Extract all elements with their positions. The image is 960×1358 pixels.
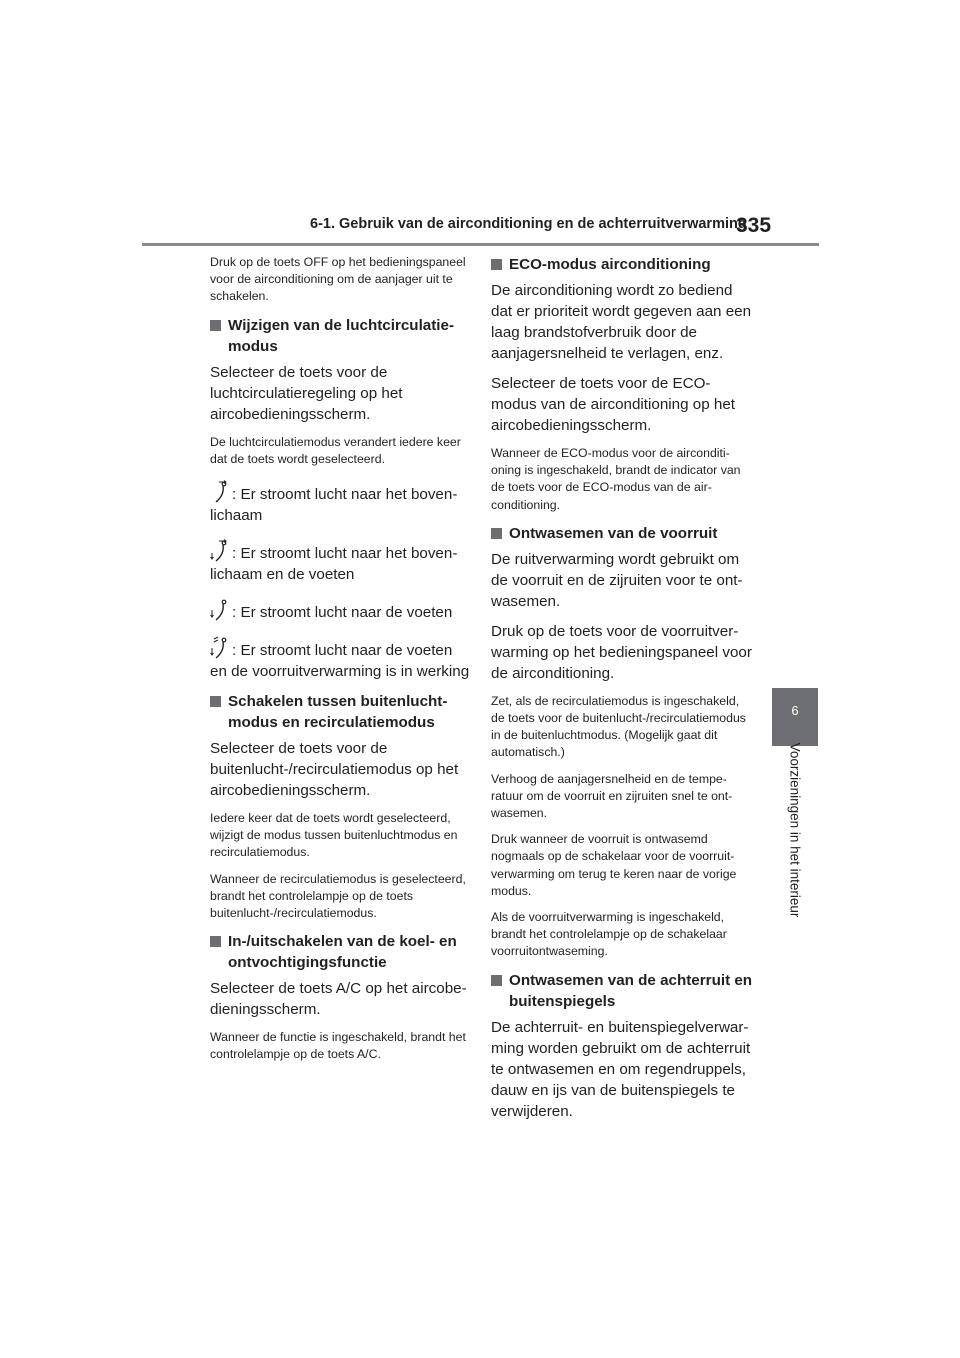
section-heading-outside-air xyxy=(210,691,472,733)
eco-body: De airconditioning wordt zo bediend dat er prioriteit wordt gegeven aan een laag brandstofverbruik door de aanjagersnelheid te verlagen, enz. xyxy=(491,282,752,362)
heading-text: In-/uitschakelen van de koel- en ontvochtigingsfunctie xyxy=(228,933,457,972)
section-heading-windshield xyxy=(491,523,753,544)
eco-note: Wanneer de ECO-modus voor de airconditioning is ingeschakeld, brandt de indicator van de toets voor de ECO-modus van de airconditioning. xyxy=(491,446,741,512)
eco-body: Selecteer de toets voor de ECO-modus van de airconditioning op het aircobedieningsscherm. xyxy=(491,375,736,434)
airflow-mode-item xyxy=(210,636,472,682)
section-title: 6-1. Gebruik van de airconditioning en de achterruitverwarming xyxy=(310,216,747,232)
right-column xyxy=(491,254,753,1131)
airflow-face-feet-icon xyxy=(210,539,230,563)
heading-text: Schakelen tussen buitenluchtmodus en recirculatiemodus xyxy=(228,693,448,732)
airflow-face-icon xyxy=(210,480,230,504)
chapter-number: 6 xyxy=(791,703,799,718)
airflow-feet-icon xyxy=(210,598,230,622)
header-rule xyxy=(142,243,819,246)
windshield-note: Verhoog de aanjagersnelheid en de temperatuur om de voorruit en zijruiten snel te ontwasemen. xyxy=(491,771,733,821)
outside-air-body: Selecteer de toets voor de buitenlucht-/recirculatiemodus op het aircobedieningsscherm. xyxy=(210,740,459,800)
section-heading-cooling xyxy=(210,931,472,973)
heading-bullet-icon xyxy=(210,320,221,331)
heading-bullet-icon xyxy=(491,259,502,270)
airflow-mode-item xyxy=(210,598,472,623)
airflow-mode-text: : Er stroomt lucht naar het bovenlichaam xyxy=(210,486,458,525)
heading-text: Ontwasemen van de achterruit en buitenspiegels xyxy=(509,971,753,1010)
airflow-mode-text: : Er stroomt lucht naar de voeten en de voorruitverwarming is in werking xyxy=(210,642,470,681)
section-heading-recirculation xyxy=(210,315,472,357)
page-number: 335 xyxy=(736,214,772,237)
heading-bullet-icon xyxy=(210,696,221,707)
windshield-note: Zet, als de recirculatiemodus is ingeschakeld, de toets voor de buitenlucht-/recirculatiemodus in de buitenluchtmodus. (Mogelijk gaat dit automatisch.) xyxy=(491,693,746,760)
heading-text: ECO-modus airconditioning xyxy=(509,256,711,273)
airflow-mode-item xyxy=(210,480,472,526)
airflow-mode-text: : Er stroomt lucht naar de voeten xyxy=(232,604,453,622)
windshield-note: Druk wanneer de voorruit is ontwasemd nogmaals op de schakelaar voor de voorruitverwarming om terug te keren naar de vorige modus. xyxy=(491,832,737,898)
recirculation-body: Selecteer de toets voor de luchtcirculatieregeling op het aircobedieningsscherm. xyxy=(210,363,403,423)
airflow-mode-text: : Er stroomt lucht naar het bovenlichaam en de voeten xyxy=(210,545,458,584)
heading-bullet-icon xyxy=(210,936,221,947)
chapter-title: Voorzieningen in het interieur xyxy=(787,742,803,918)
heading-bullet-icon xyxy=(491,528,502,539)
heading-text: Wijzigen van de luchtcirculatiemodus xyxy=(228,316,455,355)
cooling-note: Wanneer de functie is ingeschakeld, brandt het controlelampje op de toets A/C. xyxy=(210,1030,466,1062)
rear-body: De achterruit- en buitenspiegelverwarming worden gebruikt om de achterruit te ontwasemen en om regendruppels, dauw en ijs van de buitenspiegels te verwijderen. xyxy=(491,1018,751,1120)
windshield-body: De ruitverwarming wordt gebruikt om de voorruit en de zijruiten voor te ontwasemen. xyxy=(491,550,743,610)
section-heading-eco xyxy=(491,254,753,275)
left-column xyxy=(210,254,472,1073)
windshield-note: Als de voorruitverwarming is ingeschakeld, brandt het controlelampje op de schakelaar voorruitontwaseming. xyxy=(491,910,727,959)
heading-text: Ontwasemen van de voorruit xyxy=(509,524,718,542)
heading-bullet-icon xyxy=(491,975,502,986)
recirculation-note: De luchtcirculatiemodus verandert iedere keer dat de toets wordt geselecteerd. xyxy=(210,434,461,466)
outside-air-note: Iedere keer dat de toets wordt geselecteerd, wijzigt de modus tussen buitenluchtmodus en recirculatiemodus. xyxy=(210,811,458,860)
intro-note: Druk op de toets OFF op het bedieningspaneel voor de airconditioning om de aanjager uit te schakelen. xyxy=(210,255,466,304)
windshield-body: Druk op de toets voor de voorruitverwarming op het bedieningspaneel voor de airconditioning. xyxy=(491,622,752,682)
chapter-tab xyxy=(772,688,818,746)
cooling-body: Selecteer de toets A/C op het aircobedieningsscherm. xyxy=(210,980,467,1019)
airflow-mode-item xyxy=(210,539,472,585)
section-heading-rear xyxy=(491,970,753,1012)
airflow-feet-defrost-icon xyxy=(210,636,230,660)
outside-air-note: Wanneer de recirculatiemodus is geselecteerd, brandt het controlelampje op de toets buitenlucht-/recirculatiemodus. xyxy=(210,871,466,921)
